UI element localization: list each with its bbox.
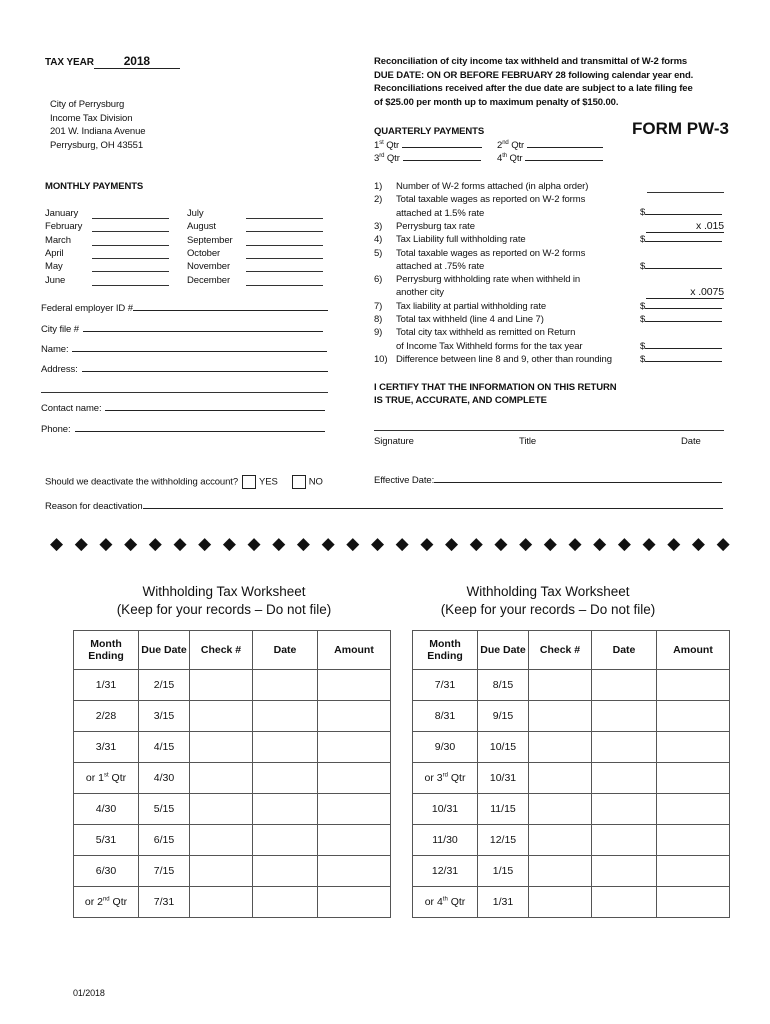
due-date-cell: 1/15 <box>478 856 529 887</box>
effective-date-field[interactable] <box>374 475 722 486</box>
notice-line: of $25.00 per month up to maximum penalty of $150.00. <box>374 96 619 108</box>
column-header: Month Ending <box>413 631 478 670</box>
check-number-cell[interactable] <box>190 763 253 794</box>
worksheet-subtitle: (Keep for your records – Do not file) <box>116 602 332 617</box>
line-text: Total tax withheld (line 4 and Line 7) <box>396 314 544 325</box>
month-label: May <box>45 261 63 273</box>
column-header: Due Date <box>478 631 529 670</box>
check-number-cell[interactable] <box>190 701 253 732</box>
reason-field[interactable] <box>45 501 723 512</box>
month-label: August <box>187 221 216 233</box>
due-date-cell: 8/15 <box>478 670 529 701</box>
certify-line: IS TRUE, ACCURATE, AND COMPLETE <box>374 395 547 406</box>
date-cell[interactable] <box>592 825 657 856</box>
due-date-cell: 7/31 <box>139 887 190 918</box>
date-cell[interactable] <box>592 794 657 825</box>
amount-cell[interactable] <box>657 732 730 763</box>
amount-cell[interactable] <box>318 763 391 794</box>
table-row <box>74 763 391 794</box>
month-amount-line[interactable] <box>92 271 169 272</box>
diamond-icon: ◆ <box>50 534 64 553</box>
due-date-cell: 7/15 <box>139 856 190 887</box>
line-text: attached at 1.5% rate <box>396 207 485 219</box>
tax-year <box>45 54 180 69</box>
reason-label: Reason for deactivation <box>45 501 143 512</box>
table-row <box>74 670 391 701</box>
table-row <box>413 732 730 763</box>
effective-date-label: Effective Date: <box>374 475 435 486</box>
address-line: Income Tax Division <box>50 112 133 124</box>
check-number-cell[interactable] <box>529 732 592 763</box>
tax-year-value[interactable]: 2018 <box>94 54 180 69</box>
line1-value[interactable] <box>647 192 724 193</box>
rate-partial: x .0075 <box>646 286 724 299</box>
check-number-cell[interactable] <box>190 794 253 825</box>
certification <box>374 381 617 407</box>
diamond-icon: ◆ <box>420 534 434 553</box>
month-ending-cell: 5/31 <box>74 825 139 856</box>
column-header: Date <box>592 631 657 670</box>
due-date-cell: 3/15 <box>139 701 190 732</box>
diamond-icon: ◆ <box>667 534 681 553</box>
month-label: February <box>45 221 83 233</box>
amount-cell[interactable] <box>657 825 730 856</box>
worksheet-left-title <box>74 583 374 619</box>
column-header: Check # <box>529 631 592 670</box>
column-header: Check # <box>190 631 253 670</box>
line2-value[interactable] <box>640 207 722 218</box>
month-amount-line[interactable] <box>92 258 169 259</box>
line-text: of Income Tax Withheld forms for the tax year <box>396 340 583 352</box>
date-cell[interactable] <box>253 763 318 794</box>
date-label: Date <box>681 436 701 447</box>
diamond-icon: ◆ <box>519 534 533 553</box>
tax-year-label: TAX YEAR <box>45 57 94 68</box>
column-header: Amount <box>657 631 730 670</box>
check-number-cell[interactable] <box>529 701 592 732</box>
line-number: 8) <box>374 314 383 325</box>
month-amount-line[interactable] <box>246 231 323 232</box>
month-label: April <box>45 247 64 259</box>
due-date-cell: 4/30 <box>139 763 190 794</box>
diamond-icon: ◆ <box>74 534 88 553</box>
table-row <box>74 856 391 887</box>
line-number: 4) <box>374 234 383 246</box>
line-text: Perrysburg withholding rate when withheld in <box>396 274 581 286</box>
diamond-icon: ◆ <box>642 534 656 553</box>
address-label: Address: <box>41 364 78 375</box>
table-row <box>74 732 391 763</box>
address-line: City of Perrysburg <box>50 99 125 110</box>
phone-field[interactable] <box>41 424 325 435</box>
dollar-sign: $ <box>640 341 646 352</box>
date-cell[interactable] <box>592 670 657 701</box>
city-file-label: City file # <box>41 324 79 335</box>
diamond-separator <box>50 534 730 554</box>
amount-cell[interactable] <box>657 887 730 918</box>
table-row <box>413 794 730 825</box>
line-number: 10) <box>374 353 388 365</box>
address-line: Perrysburg, OH 43551 <box>50 139 144 151</box>
diamond-icon: ◆ <box>247 534 261 553</box>
q3-label: 3rd Qtr <box>374 153 400 165</box>
month-ending-cell: 11/30 <box>413 825 478 856</box>
amount-cell[interactable] <box>318 887 391 918</box>
month-ending-cell: 2/28 <box>74 701 139 732</box>
name-label: Name: <box>41 344 69 355</box>
check-number-cell[interactable] <box>529 794 592 825</box>
table-row <box>413 825 730 856</box>
table-row <box>413 887 730 918</box>
q3-field[interactable] <box>374 153 481 164</box>
diamond-icon: ◆ <box>321 534 335 553</box>
due-date-cell: 12/15 <box>478 825 529 856</box>
amount-cell[interactable] <box>318 670 391 701</box>
line10-value[interactable] <box>640 354 722 365</box>
check-number-cell[interactable] <box>529 856 592 887</box>
month-ending-cell: 9/30 <box>413 732 478 763</box>
line-text: Number of W-2 forms attached (in alpha order) <box>396 181 589 192</box>
check-number-cell[interactable] <box>190 887 253 918</box>
date-cell[interactable] <box>592 732 657 763</box>
notice-line: Reconciliations received after the due date are subject to a late filing fee <box>374 83 693 94</box>
month-label: December <box>187 274 231 286</box>
q2-field[interactable] <box>497 140 603 151</box>
table-row <box>413 670 730 701</box>
diamond-icon: ◆ <box>543 534 557 553</box>
month-ending-cell: 7/31 <box>413 670 478 701</box>
column-header: Amount <box>318 631 391 670</box>
date-cell[interactable] <box>592 887 657 918</box>
yes-label: YES <box>259 476 278 488</box>
amount-cell[interactable] <box>318 825 391 856</box>
date-cell[interactable] <box>592 856 657 887</box>
date-cell[interactable] <box>592 701 657 732</box>
line-number: 1) <box>374 181 383 192</box>
notice-line: Reconciliation of city income tax withheld and transmittal of W-2 forms <box>374 56 688 67</box>
diamond-icon: ◆ <box>370 534 385 553</box>
diamond-icon: ◆ <box>296 534 310 553</box>
table-row <box>413 763 730 794</box>
worksheet-title: Withholding Tax Worksheet <box>142 584 306 599</box>
due-date-cell: 10/31 <box>478 763 529 794</box>
diamond-icon: ◆ <box>148 534 162 553</box>
form-title: FORM PW-3 <box>632 119 729 138</box>
date-cell[interactable] <box>253 794 318 825</box>
q4-label: 4th Qtr <box>497 153 523 165</box>
month-amount-line[interactable] <box>246 285 323 286</box>
dollar-sign: $ <box>640 207 646 218</box>
worksheet-subtitle: (Keep for your records – Do not file) <box>440 602 656 617</box>
line6-value <box>646 286 724 299</box>
worksheet-right-title <box>398 583 698 619</box>
deactivate-question: Should we deactivate the withholding account? <box>45 476 239 488</box>
diamond-icon: ◆ <box>494 534 508 553</box>
no-label: NO <box>308 476 323 488</box>
line-text: attached at .75% rate <box>396 260 485 272</box>
address-field[interactable] <box>41 364 328 375</box>
form-revision: 01/2018 <box>73 988 105 998</box>
amount-cell[interactable] <box>657 670 730 701</box>
column-header: Date <box>253 631 318 670</box>
month-amount-line[interactable] <box>246 258 323 259</box>
diamond-icon: ◆ <box>272 534 286 553</box>
line9-value[interactable] <box>640 341 722 352</box>
amount-cell[interactable] <box>318 856 391 887</box>
month-label: October <box>187 247 221 259</box>
due-date-cell: 11/15 <box>478 794 529 825</box>
reconciliation-notice <box>374 55 693 109</box>
date-cell[interactable] <box>592 763 657 794</box>
due-date-cell: 2/15 <box>139 670 190 701</box>
diamond-icon: ◆ <box>173 534 187 553</box>
worksheet-title: Withholding Tax Worksheet <box>466 584 630 599</box>
month-amount-line[interactable] <box>92 285 169 286</box>
month-ending-cell: 8/31 <box>413 701 478 732</box>
due-date-cell: 6/15 <box>139 825 190 856</box>
date-cell[interactable] <box>253 856 318 887</box>
q2-label: 2nd Qtr <box>497 140 525 152</box>
address-line: 201 W. Indiana Avenue <box>50 126 146 137</box>
line-number: 7) <box>374 300 383 312</box>
check-number-cell[interactable] <box>190 670 253 701</box>
due-date-cell: 5/15 <box>139 794 190 825</box>
line-number: 5) <box>374 247 383 259</box>
month-ending-cell: or 2nd Qtr <box>74 887 139 918</box>
date-cell[interactable] <box>253 887 318 918</box>
check-number-cell[interactable] <box>529 825 592 856</box>
month-label: June <box>45 274 66 286</box>
month-label: January <box>45 208 79 219</box>
due-date-cell: 4/15 <box>139 732 190 763</box>
month-ending-cell: or 4th Qtr <box>413 887 478 918</box>
diamond-icon: ◆ <box>716 534 730 553</box>
column-header: Month Ending <box>74 631 139 670</box>
line-number: 6) <box>374 274 383 286</box>
line-text: Tax liability at partial withholding rate <box>396 300 547 312</box>
dollar-sign: $ <box>640 234 646 245</box>
table-row <box>74 701 391 732</box>
month-amount-line[interactable] <box>246 218 323 219</box>
month-ending-cell: 4/30 <box>74 794 139 825</box>
city-file-field[interactable] <box>41 324 323 335</box>
table-row <box>74 794 391 825</box>
q1-label: 1st Qtr <box>374 140 400 152</box>
month-label: March <box>45 234 71 246</box>
line8-value[interactable] <box>640 314 722 325</box>
diamond-icon: ◆ <box>568 534 582 553</box>
line-number: 2) <box>374 194 383 206</box>
amount-cell[interactable] <box>318 732 391 763</box>
employer-id-field[interactable] <box>41 303 328 314</box>
diamond-icon: ◆ <box>395 534 409 553</box>
signature-label: Signature <box>374 436 414 447</box>
q1-field[interactable] <box>374 140 482 151</box>
month-label: September <box>187 234 233 246</box>
amount-cell[interactable] <box>657 794 730 825</box>
contact-label: Contact name: <box>41 403 102 414</box>
yes-checkbox[interactable] <box>242 475 256 489</box>
line-text: Difference between line 8 and 9, other than rounding <box>396 353 612 365</box>
diamond-icon: ◆ <box>617 534 631 553</box>
city-address <box>50 98 145 152</box>
line-text: Perrysburg tax rate <box>396 220 475 232</box>
phone-label: Phone: <box>41 424 71 435</box>
worksheet-left-table <box>73 630 391 918</box>
worksheet-right-table <box>412 630 730 918</box>
line-number: 9) <box>374 327 383 339</box>
month-ending-cell: or 1st Qtr <box>74 763 139 794</box>
month-amount-line[interactable] <box>246 271 323 272</box>
dollar-sign: $ <box>640 314 646 325</box>
monthly-title: MONTHLY PAYMENTS <box>45 181 144 192</box>
check-number-cell[interactable] <box>190 825 253 856</box>
check-number-cell[interactable] <box>529 670 592 701</box>
diamond-icon: ◆ <box>198 534 212 553</box>
line-text: another city <box>396 287 444 299</box>
line-number: 3) <box>374 220 383 232</box>
due-date-cell: 10/15 <box>478 732 529 763</box>
month-label: July <box>187 208 204 219</box>
month-ending-cell: 10/31 <box>413 794 478 825</box>
rate-full: x .015 <box>646 220 724 233</box>
line4-value[interactable] <box>640 234 722 245</box>
diamond-icon: ◆ <box>593 534 607 553</box>
address-line-2[interactable] <box>41 392 328 393</box>
dollar-sign: $ <box>640 301 646 312</box>
dollar-sign: $ <box>640 261 646 272</box>
signature-line[interactable] <box>374 430 724 431</box>
employer-id-label: Federal employer ID # <box>41 303 133 314</box>
month-amount-line[interactable] <box>92 231 169 232</box>
deactivate-question-row <box>45 475 323 489</box>
due-date-cell: 1/31 <box>478 887 529 918</box>
contact-field[interactable] <box>41 403 325 414</box>
amount-cell[interactable] <box>657 763 730 794</box>
diamond-icon: ◆ <box>222 534 236 553</box>
due-date-cell: 9/15 <box>478 701 529 732</box>
month-amount-line[interactable] <box>92 245 169 246</box>
check-number-cell[interactable] <box>529 763 592 794</box>
column-header: Due Date <box>139 631 190 670</box>
table-row <box>74 887 391 918</box>
check-number-cell[interactable] <box>529 887 592 918</box>
diamond-icon: ◆ <box>469 534 483 553</box>
diamond-icon: ◆ <box>99 534 113 553</box>
month-ending-cell: 3/31 <box>74 732 139 763</box>
line7-value[interactable] <box>640 301 722 312</box>
quarterly-title: QUARTERLY PAYMENTS <box>374 126 485 137</box>
check-number-cell[interactable] <box>190 732 253 763</box>
month-label: November <box>187 261 231 273</box>
dollar-sign: $ <box>640 354 646 365</box>
certify-line: I CERTIFY THAT THE INFORMATION ON THIS RETURN <box>374 382 617 393</box>
line3-value <box>646 220 724 233</box>
diamond-icon: ◆ <box>691 534 705 553</box>
table-row <box>413 701 730 732</box>
line-text: Total taxable wages as reported on W-2 forms <box>396 194 586 206</box>
date-cell[interactable] <box>253 825 318 856</box>
table-row <box>413 856 730 887</box>
date-cell[interactable] <box>253 732 318 763</box>
amount-cell[interactable] <box>657 701 730 732</box>
diamond-icon: ◆ <box>346 534 360 553</box>
month-amount-line[interactable] <box>246 245 323 246</box>
check-number-cell[interactable] <box>190 856 253 887</box>
table-row <box>74 825 391 856</box>
line5-value[interactable] <box>640 261 722 272</box>
q4-field[interactable] <box>497 153 603 164</box>
notice-line: DUE DATE: ON OR BEFORE FEBRUARY 28 following calendar year end. <box>374 69 694 81</box>
amount-cell[interactable] <box>318 794 391 825</box>
month-ending-cell: 6/30 <box>74 856 139 887</box>
title-label: Title <box>519 436 537 447</box>
date-cell[interactable] <box>253 670 318 701</box>
line-text: Total taxable wages as reported on W-2 forms <box>396 247 586 259</box>
month-ending-cell: 1/31 <box>74 670 139 701</box>
diamond-icon: ◆ <box>445 534 459 553</box>
line-text: Total city tax withheld as remitted on Return <box>396 327 576 339</box>
month-amount-line[interactable] <box>92 218 169 219</box>
line-text: Tax Liability full withholding rate <box>396 234 526 246</box>
month-ending-cell: or 3rd Qtr <box>413 763 478 794</box>
diamond-icon: ◆ <box>124 534 138 553</box>
amount-cell[interactable] <box>318 701 391 732</box>
no-checkbox[interactable] <box>292 475 306 489</box>
date-cell[interactable] <box>253 701 318 732</box>
month-ending-cell: 12/31 <box>413 856 478 887</box>
name-field[interactable] <box>41 344 327 355</box>
amount-cell[interactable] <box>657 856 730 887</box>
